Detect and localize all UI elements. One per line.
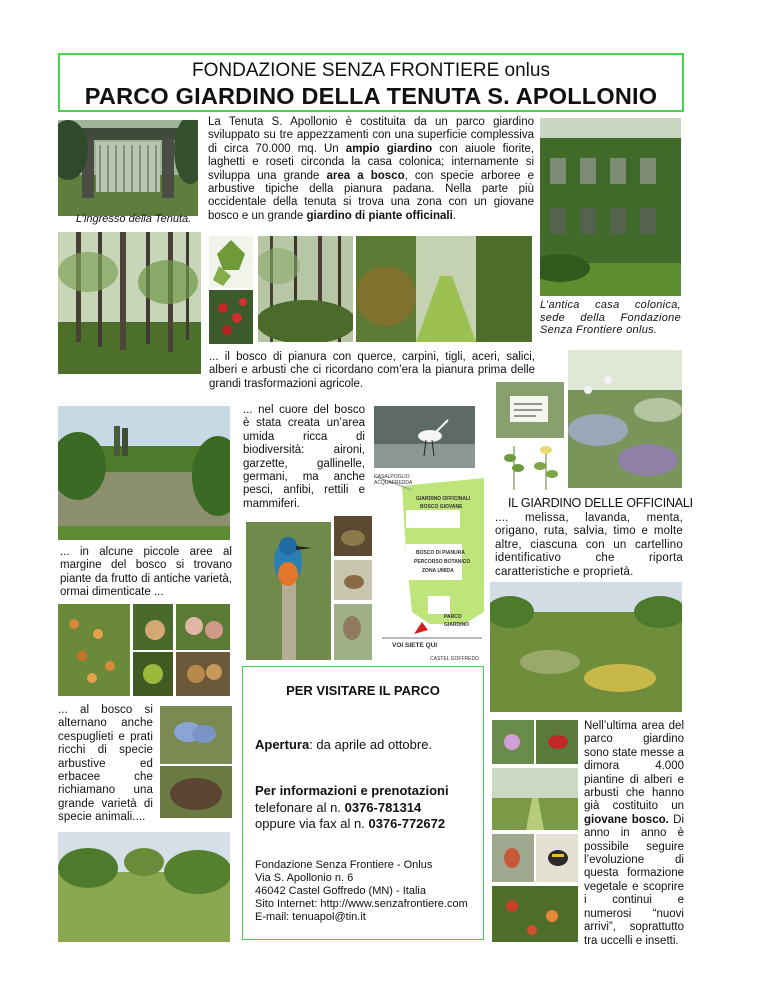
visit-box bbox=[242, 666, 484, 940]
entrance-caption: L’ingresso della Tenuta. bbox=[76, 213, 192, 225]
map-label-zona-umida: ZONA UMIDA bbox=[422, 568, 454, 574]
city: 46042 Castel Goffredo (MN) - Italia bbox=[255, 885, 426, 897]
insect-photo-1 bbox=[492, 720, 534, 764]
warbler-photo bbox=[334, 604, 372, 660]
fruit-photo-4 bbox=[176, 652, 230, 696]
intro-text: La Tenuta S. Apollonio è costituita da un parco giardino sviluppato su tre appezzamenti con una superficie complessiva di circa 70.000 mq. Un ampio giardino con aiuole fiorite, laghetti e roseti circonda la casa colonica; internamente si sviluppa una grande area a bosco, con specie arboree e arbustive tipiche della pianura padana. Nella parte più occidentale della tenuta si trova una zona con un giovane bosco e un grande giardino di piante officinali. bbox=[208, 116, 535, 222]
visit-heading: PER VISITARE IL PARCO bbox=[286, 683, 440, 698]
young-forest-text: Nell’ultima area del parco giardino sono state messe a dimora 4.000 piantine di alberi e arbusti che hanno già costituito un giovane bosco. Di anno in anno è possibile seguire l’evoluzione di questa formazione vegetale e scoprire i continui e numerosi “nuovi arrivi”, soprattutto tra uccelli e insetti. bbox=[584, 720, 684, 947]
plant-label-photo bbox=[496, 382, 564, 438]
officinal-text: .... melissa, lavanda, menta, origano, ruta, salvia, timo e molte altre, ciascuna con un cartellino identificativo che riporta caratteristiche e proprietà. bbox=[495, 512, 683, 578]
kingfisher-photo bbox=[246, 522, 331, 660]
apple-tree-photo bbox=[58, 604, 130, 696]
visit-info bbox=[255, 783, 449, 833]
forest-text: ... il bosco di pianura con querce, carpini, tigli, aceri, salici, alberi e arbusti che ci ricordano com’era la pianura prima delle grandi trasformazioni agricole. bbox=[209, 351, 535, 390]
officinal-heading: IL GIARDINO DELLE OFFICINALI bbox=[508, 496, 693, 510]
berries-photo bbox=[209, 290, 253, 344]
forest-photo-2 bbox=[258, 236, 353, 342]
meadow-photo bbox=[58, 832, 230, 942]
insect-photo-2 bbox=[536, 720, 578, 764]
phone-line: telefonare al n. 0376-781314 bbox=[255, 799, 422, 815]
butterfly-photo bbox=[160, 706, 232, 764]
flowers-photo bbox=[492, 886, 578, 942]
map-label-castel: CASTEL GOFFREDO bbox=[430, 656, 479, 662]
header-subtitle: FONDAZIONE SENZA FRONTIERE onlus bbox=[192, 60, 550, 81]
heron-photo bbox=[374, 406, 475, 468]
shrubs-text: ... al bosco si alternano anche cespuglieti e prati ricchi di specie arbustive ed erbacee che richiamano una grande varietà di specie animali.... bbox=[58, 704, 153, 824]
park-map bbox=[372, 472, 486, 664]
hedgehog-photo bbox=[160, 766, 232, 818]
page-title: PARCO GIARDINO DELLA TENUTA S. APOLLONIO bbox=[84, 83, 658, 109]
visit-opening: Apertura: da aprile ad ottobre. bbox=[255, 737, 433, 752]
street: Via S. Apollonio n. 6 bbox=[255, 872, 354, 884]
visit-address bbox=[255, 859, 468, 924]
frog-photo bbox=[334, 516, 372, 556]
map-label-parco: PARCO bbox=[444, 614, 462, 620]
email[interactable]: E-mail: tenuapol@tin.it bbox=[255, 911, 366, 923]
forest-path-photo bbox=[356, 236, 532, 342]
fax-line: oppure via fax al n. 0376-772672 bbox=[255, 816, 446, 831]
sparrow-photo bbox=[334, 560, 372, 600]
map-label-officinali: GIARDINO OFFICINALI bbox=[416, 496, 471, 502]
map-label-percorso: PERCORSO BOTANICO bbox=[414, 559, 471, 565]
fruit-photo-2 bbox=[176, 604, 230, 650]
map-label-giardino: GIARDINO bbox=[444, 622, 469, 628]
map-label-bosco-giovane: BOSCO GIOVANE bbox=[420, 504, 463, 510]
leaves-photo bbox=[209, 236, 253, 288]
officinal-field-photo bbox=[568, 350, 682, 488]
header-box bbox=[58, 53, 684, 112]
map-you-are-here: VOI SIETE QUI bbox=[392, 642, 438, 649]
map-label-bosco-pianura: BOSCO DI PIANURA bbox=[416, 550, 465, 556]
forest-photo-1 bbox=[58, 232, 201, 374]
farmhouse-photo bbox=[540, 118, 681, 296]
website[interactable]: Sito Internet: http://www.senzafrontiere.com bbox=[255, 898, 468, 910]
young-forest-photo bbox=[492, 768, 578, 830]
bee-photo bbox=[536, 834, 578, 882]
entrance-photo bbox=[58, 120, 198, 216]
officinal-garden-photo bbox=[490, 582, 682, 712]
farmhouse-caption: L’antica casa colonica, sede della Fondazione Senza Frontiere onlus. bbox=[540, 299, 681, 336]
wetland-text: ... nel cuore del bosco è stata creata un’area umida ricca di biodiversità: aironi, garzette, gallinelle, germani, ma anche pesci, anfibi, rettili e mammiferi. bbox=[243, 404, 365, 510]
herbs-illustration bbox=[500, 440, 566, 492]
info-heading: Per informazioni e prenotazioni bbox=[255, 783, 449, 798]
fruit-photo-1 bbox=[133, 604, 173, 650]
fruit-text: ... in alcune piccole aree al margine del bosco si trovano piante da frutto di antiche varietà, ormai dimenticate ... bbox=[60, 546, 232, 599]
bird-photo bbox=[492, 834, 534, 882]
org-name: Fondazione Senza Frontiere - Onlus bbox=[255, 859, 433, 871]
fruit-photo-3 bbox=[133, 652, 173, 696]
pond-photo bbox=[58, 406, 230, 540]
map-label-casalpoglio: CASALPOGLIO ACQUAFREDDA bbox=[374, 474, 413, 486]
